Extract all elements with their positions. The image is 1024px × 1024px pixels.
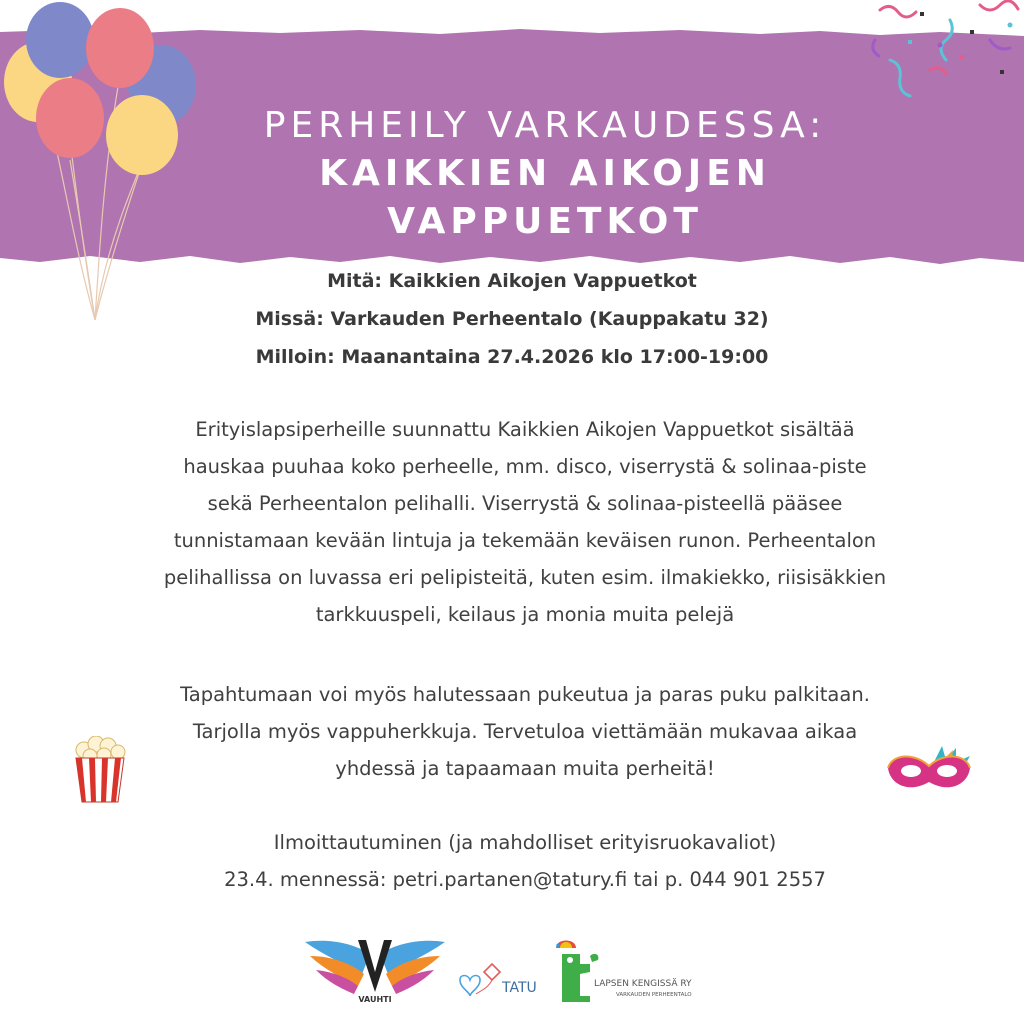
title-line-1: PERHEILY VARKAUDESSA: xyxy=(263,105,827,146)
description-line: sekä Perheentalon pelihalli. Viserrystä & solinaa-pisteellä pääsee xyxy=(207,492,843,515)
event-when: Milloin: Maanantaina 27.4.2026 klo 17:00-19:00 xyxy=(255,346,769,368)
costume-paragraph xyxy=(80,676,970,787)
vauhti-logo xyxy=(300,934,450,1004)
lapsen-kengissa-subtext: VARKAUDEN PERHEENTALO xyxy=(616,992,692,998)
event-info xyxy=(0,262,1024,376)
costume-line: yhdessä ja tapaamaan muita perheitä! xyxy=(335,757,715,780)
description-line: Erityislapsiperheille suunnattu Kaikkien Aikojen Vappuetkot sisältää xyxy=(195,418,855,441)
event-title xyxy=(150,102,940,246)
title-line-2: KAIKKIEN AIKOJEN xyxy=(319,153,771,194)
registration-line-1: Ilmoittautuminen (ja mahdolliset erityisruokavaliot) xyxy=(273,831,777,854)
party-mask-icon xyxy=(884,744,974,800)
tatu-logo xyxy=(454,960,539,1004)
description-line: hauskaa puuhaa koko perheelle, mm. disco, viserrystä & solinaa-piste xyxy=(183,455,867,478)
title-line-3: VAPPUETKOT xyxy=(387,201,703,242)
costume-line: Tapahtumaan voi myös halutessaan pukeutua ja paras puku palkitaan. xyxy=(180,683,870,706)
costume-line: Tarjolla myös vappuherkkuja. Tervetuloa viettämään mukavaa aikaa xyxy=(192,720,858,743)
event-where: Missä: Varkauden Perheentalo (Kauppakatu 32) xyxy=(255,308,769,330)
popcorn-icon xyxy=(72,736,128,804)
confetti-icon xyxy=(860,0,1024,110)
description-paragraph xyxy=(80,411,970,633)
lapsen-kengissa-logo xyxy=(550,934,730,1010)
lapsen-kengissa-text: LAPSEN KENGISSÄ RY xyxy=(594,979,692,989)
event-what: Mitä: Kaikkien Aikojen Vappuetkot xyxy=(327,270,697,292)
sponsor-logos xyxy=(300,930,730,1024)
registration-info xyxy=(80,824,970,898)
description-line: tunnistamaan kevään lintuja ja tekemään keväisen runon. Perheentalon xyxy=(173,529,877,552)
vauhti-text: VAUHTI xyxy=(358,995,392,1004)
tatu-text: TATU xyxy=(502,980,537,996)
registration-line-2: 23.4. mennessä: petri.partanen@tatury.fi tai p. 044 901 2557 xyxy=(224,868,826,891)
description-line: tarkkuuspeli, keilaus ja monia muita pelejä xyxy=(315,603,735,626)
description-line: pelihallissa on luvassa eri pelipisteitä, kuten esim. ilmakiekko, riisisäkkien xyxy=(163,566,887,589)
